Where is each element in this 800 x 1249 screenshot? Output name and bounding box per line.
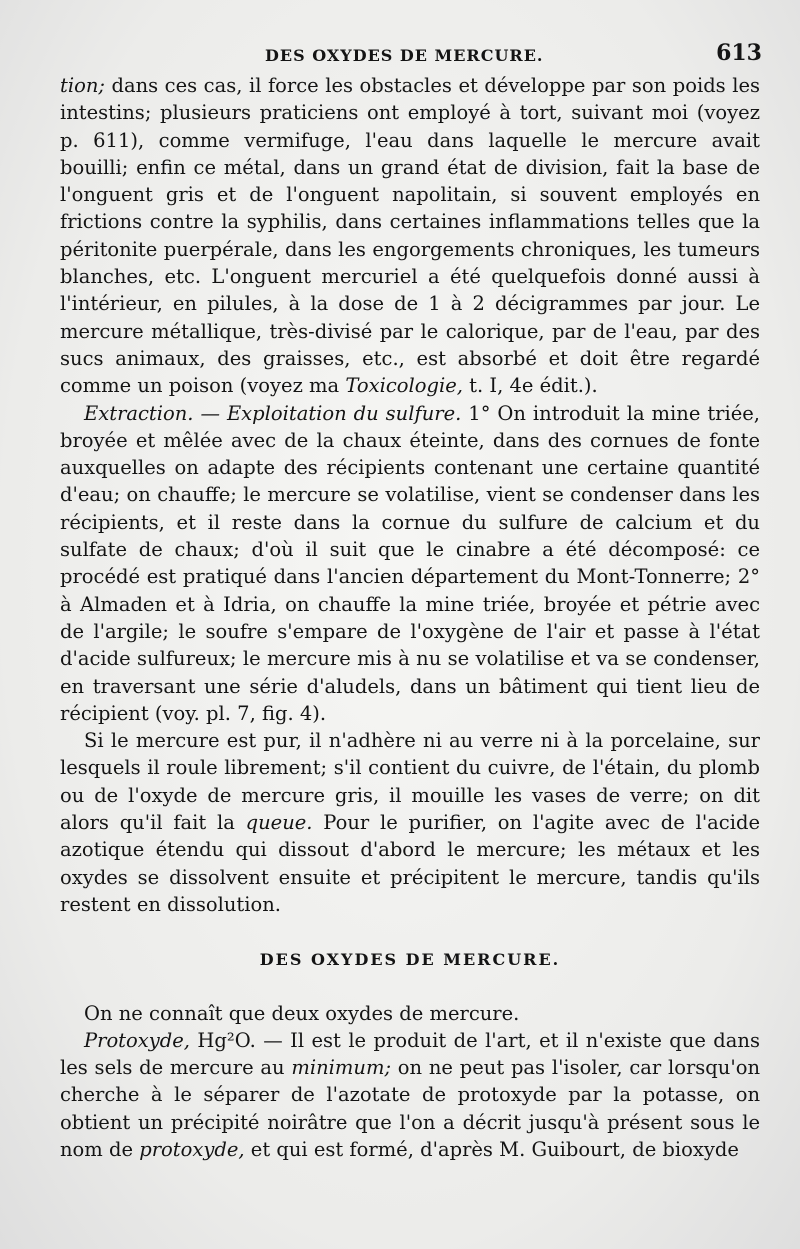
paragraph-3 xyxy=(60,727,760,918)
page-number: 613 xyxy=(716,40,762,66)
paragraph-5 xyxy=(60,1027,760,1163)
running-head: DES OXYDES DE MERCURE. xyxy=(265,46,544,65)
section-title: DES OXYDES DE MERCURE. xyxy=(259,950,561,970)
italic-text: minimum; xyxy=(291,1056,392,1080)
italic-text: Extraction. — Exploitation du sulfure. xyxy=(84,401,462,425)
paragraph-text: On ne connaît que deux oxydes de mercure. xyxy=(84,1001,520,1025)
italic-text: queue. xyxy=(245,811,313,835)
paragraph-text: 1° On introduit la mine triée, broyée et mêlée avec de la chaux éteinte, dans des cornues de fonte auxquelles on adapte des récipients contenant une certaine quantité d'eau; on chauffe; le mercure se volatilise, vient se condenser dans les récipients, et il reste dans la cornue du sulfure de calcium et du sulfate de chaux; d'où il suit que le cinabre a été décomposé: ce procédé est pratiqué dans l'ancien département du Mont-Tonnerre; 2° à Almaden et à Idria, on chauffe la mine triée, broyée et pétrie avec de l'argile; le soufre s'empare de l'oxygène de l'air et passe à l'état d'acide sulfureux; le mercure mis à nu se volatilise et va se condenser, en traversant une série d'aludels, dans un bâtiment qui tient lieu de récipient (voy. pl. 7, fig. 4). xyxy=(60,401,761,725)
paragraph-text: on ne peut pas l'isoler, car lorsqu'on cherche à le séparer de l'azotate de protoxyde par la potasse, on obtient un précipité noirâtre que l'on a décrit jusqu'à présent sous le nom de xyxy=(60,1056,761,1161)
paragraph-text: Pour le purifier, on l'agite avec de l'acide azotique étendu qui dissout d'abord le mercure; les métaux et les oxydes se dissolvent ensuite et précipitent le mercure, tandis qu'ils restent en dissolution. xyxy=(60,811,760,916)
italic-text: tion; xyxy=(60,74,105,97)
paragraph-text: Si le mercure est pur, il n'adhère ni au verre ni à la porcelaine, sur lesquels il roule librement; s'il contient du cuivre, de l'étain, du plomb ou de l'oxyde de mercure gris, il mouille les vases de verre; on dit alors qu'il fait la xyxy=(60,729,760,835)
paragraph-2 xyxy=(60,400,760,728)
paragraph-text: dans ces cas, il force les obstacles et développe par son poids les intestins; plusieurs praticiens ont employé à tort, suivant moi (voyez p. 611), comme vermifuge, l'eau dans laquelle le mercure avait bouilli; enfin ce métal, dans un grand état de division, fait la base de l'onguent gris et de l'onguent napolitain, si souvent employés en frictions contre la syphilis, dans certaines inflammations telles que la péritonite puerpérale, dans les engorgements chroniques, les tumeurs blanches, etc. L'onguent mercuriel a été quelquefois donné aussi à l'intérieur, en pilules, à la dose de 1 à 2 décigrammes par jour. Le mercure métallique, très-divisé par le calorique, par de l'eau, par des sucs animaux, des graisses, etc., est absorbé et doit être regardé comme un poison (voyez ma xyxy=(60,74,760,398)
paragraph-4 xyxy=(60,1000,760,1027)
page-body xyxy=(60,72,760,1163)
italic-text: Toxicologie, xyxy=(345,374,463,398)
page-header xyxy=(60,40,762,70)
paragraph-text: t. I, 4e édit.). xyxy=(462,374,598,398)
italic-text: Protoxyde, xyxy=(84,1028,190,1052)
paragraph-1 xyxy=(60,72,760,400)
paragraph-text: Hg²O. — Il est le produit de l'art, et il n'existe que dans les sels de mercure au xyxy=(60,1028,760,1080)
italic-text: protoxyde, xyxy=(139,1137,245,1161)
paragraph-text: et qui est formé, d'après M. Guibourt, de bioxyde xyxy=(244,1137,739,1161)
